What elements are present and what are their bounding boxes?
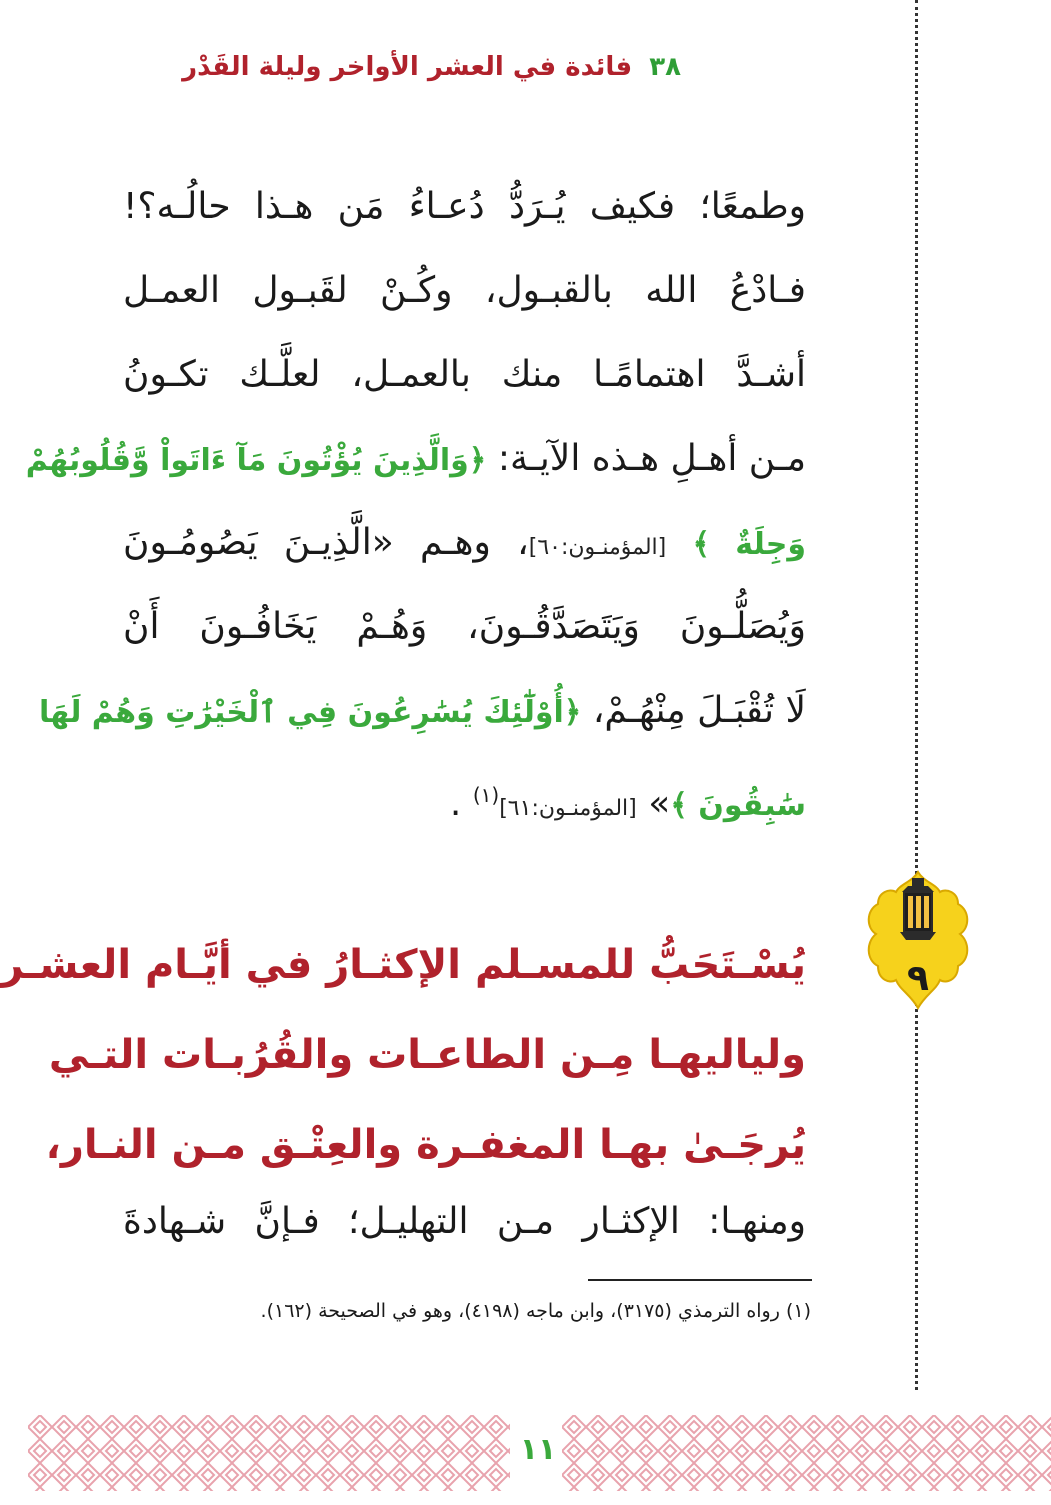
text-line-2: فـادْعُ الله بالقبـول، وكُـنْ لقَبـول العمـل [123,270,806,311]
text-line-4-prose: مـن أهـلِ هـذه الآيـة: [497,438,806,479]
decorative-pattern-right [562,1415,1051,1491]
header-title-text: فائدة في العشر الأواخر وليلة القَدْر [182,52,633,82]
quran-verse-1b: وَجِلَةٌ ﴾ [692,527,807,562]
text-line-4 [25,417,806,501]
text-line-1: وطمعًا؛ فكيف يُـرَدُّ دُعـاءُ مَن هـذا حالُـه؟! [123,186,806,227]
text-line-7 [39,669,806,753]
text-line-after: ومنهـا: الإكثـار مـن التهليـل؛ فـإنَّ شـهادةَ [123,1201,806,1242]
closing-quote: » [648,783,671,824]
decorative-pattern-left [28,1415,510,1491]
page-header [182,52,681,82]
text-line-7-prose: لَا تُقْبَـلَ مِنْهُـمْ، [592,690,806,731]
badge-number: ٩ [907,958,929,999]
highlight-line-3: يُرجَـىٰ بهـا المغفـرة والعِتْـق مـن النـار، [45,1122,806,1168]
footnote: (١) رواه الترمذي (٣١٧٥)، وابن ماجه (٤١٩٨)، وهو في الصحيحة (١٦٢). [260,1300,811,1322]
verse-reference-2: [المؤمنـون:٦١] [499,796,637,821]
page-number: ١١ [519,1432,557,1467]
quran-verse-2b: سَٰبِقُونَ ﴾ [670,788,806,823]
footnote-marker: (١) [472,783,500,807]
text-line-3: أشـدَّ اهتمامًـا منك بالعمـل، لعلَّـك تكـونُ [123,354,806,395]
verse-reference-1: [المؤمنـون:٦٠] [528,535,667,560]
text-line-6: وَيُصَلُّـونَ وَيَتَصَدَّقُـونَ، وَهُـمْ يَخَافُـونَ أَنْ [123,606,806,647]
main-text [25,165,807,837]
header-number: ٣٨ [649,52,681,82]
highlight-line-1: يُسْـتَحَبُّ للمسـلم الإكثـارُ في أيَّـام العشـر [0,942,806,988]
quran-verse-2a: ﴿أُوْلَٰٓئِكَ يُسَٰرِعُونَ فِي ٱلْخَيْرَٰتِ وَهُمْ لَهَا [39,695,582,730]
period: . [449,783,462,824]
text-line-8 [123,753,806,837]
dotted-divider [915,0,918,1390]
highlight-text [0,920,806,1190]
quran-verse-1a: ﴿وَالَّذِينَ يُؤْتُونَ مَآ ءَاتَواْ وَّقُلُوبُهُمْ [25,443,487,478]
text-line-5-prose: ، وهـم «الَّذِيـنَ يَصُومُـونَ [123,522,529,563]
highlight-line-2: ولياليهـا مِـن الطاعـات والقُرُبـات التـي [48,1032,806,1078]
text-line-5 [123,501,806,585]
footnote-divider [588,1279,812,1281]
